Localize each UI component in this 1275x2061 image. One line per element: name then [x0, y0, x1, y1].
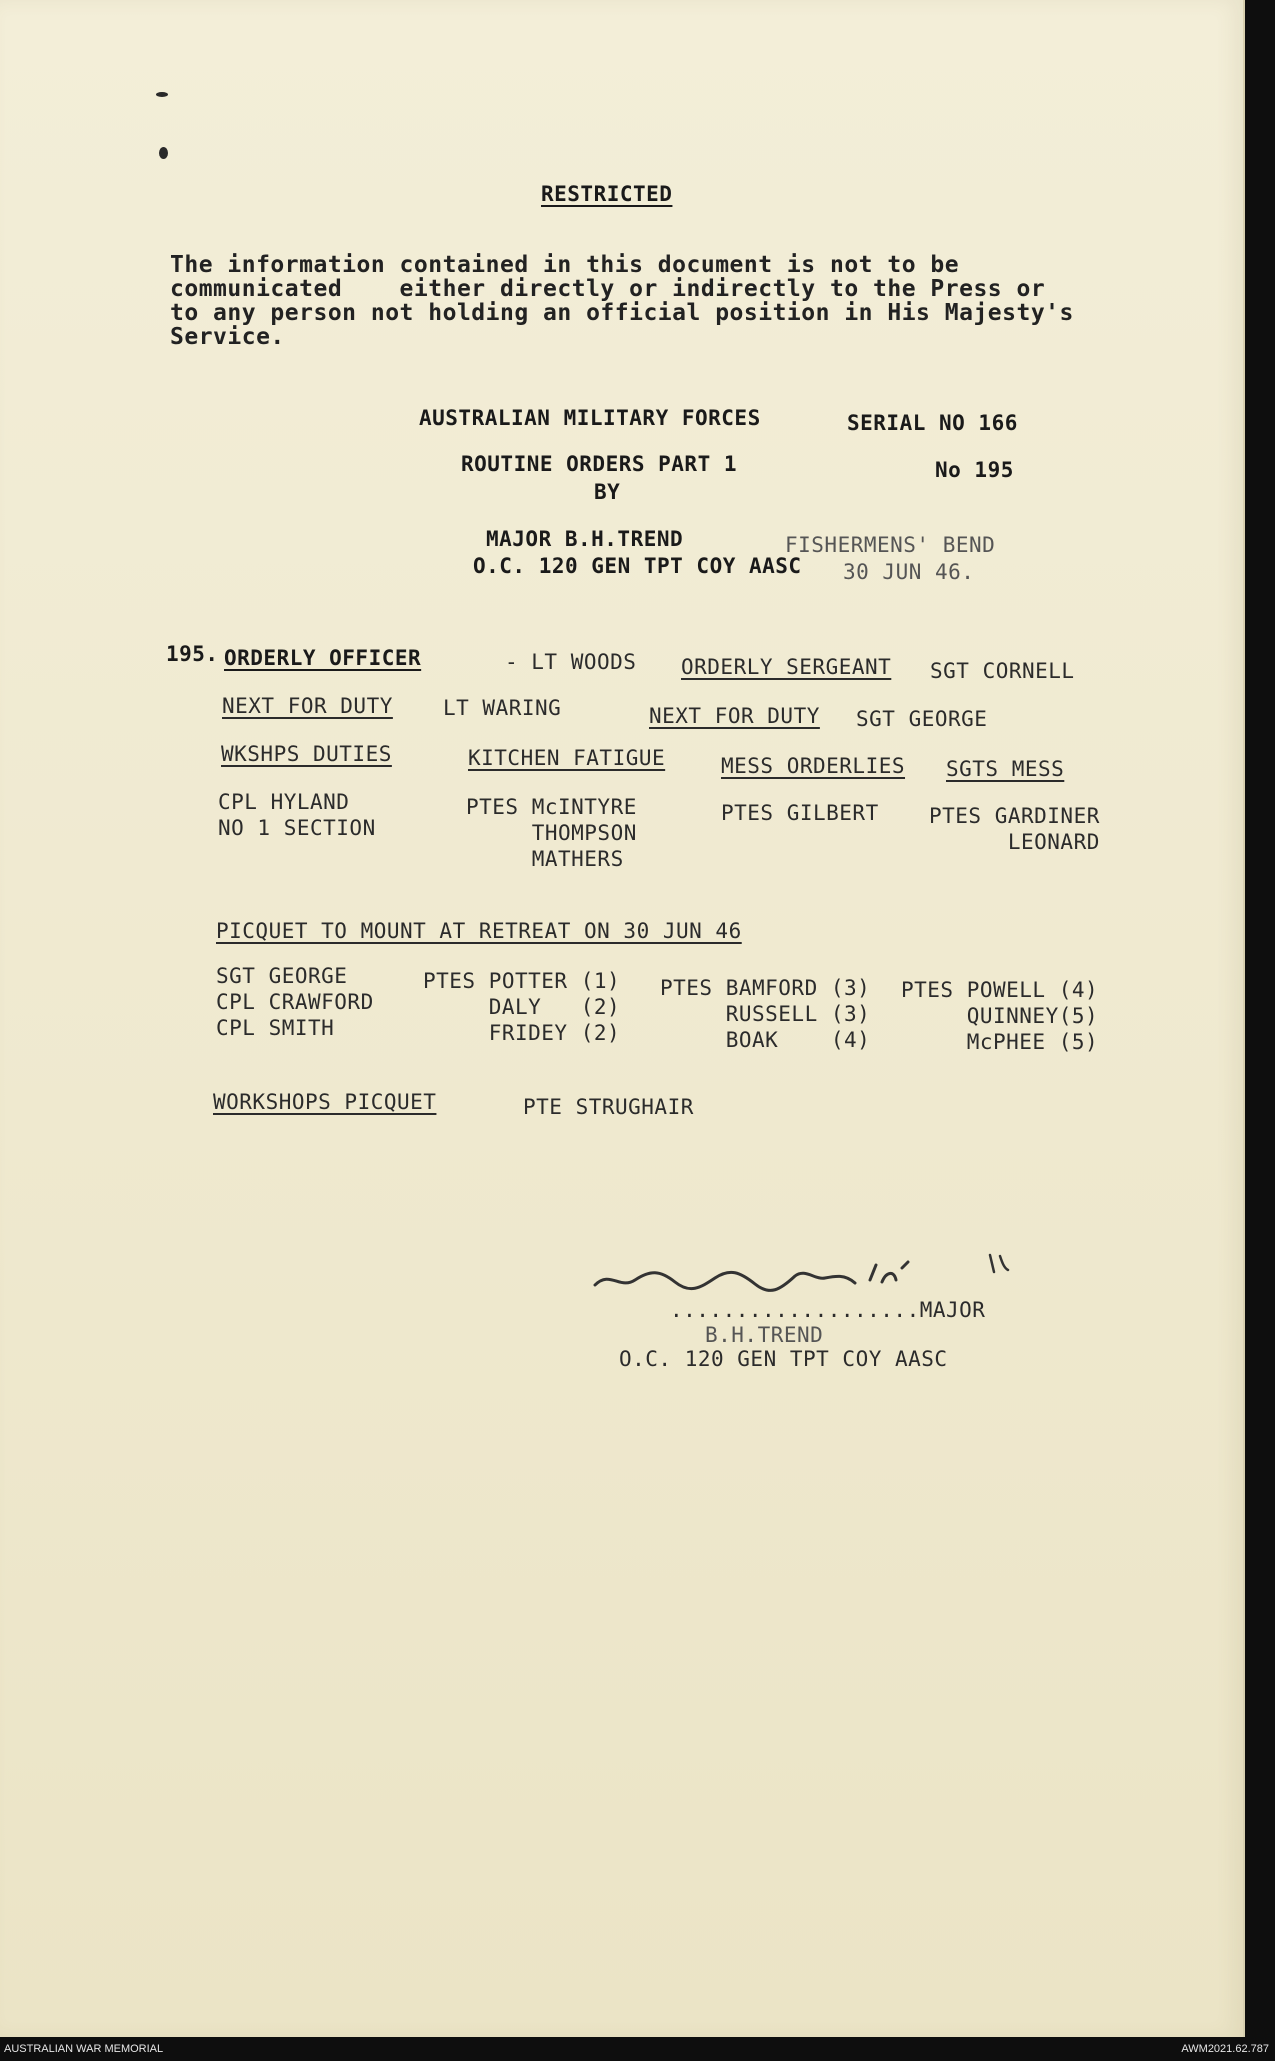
signatory-name: B.H.TREND — [705, 1323, 824, 1347]
picquet-column-4: PTES POWELL (4) QUINNEY(5) McPHEE (5) — [901, 978, 1099, 1054]
signature-dots: ...................MAJOR — [670, 1298, 986, 1322]
archive-name: AUSTRALIAN WAR MEMORIAL — [4, 2043, 164, 2055]
wkshps-duties-names: CPL HYLAND NO 1 SECTION — [218, 790, 376, 840]
mess-orderlies-label: MESS ORDERLIES — [721, 754, 906, 778]
forces-title: AUSTRALIAN MILITARY FORCES — [419, 406, 761, 430]
next-for-duty-sergeant-label: NEXT FOR DUTY — [649, 704, 820, 728]
order-item-number: 195. — [166, 642, 219, 666]
notice-line-3: to any person not holding an official position in His Majesty's — [170, 300, 1074, 326]
serial-number: SERIAL NO 166 — [847, 411, 1018, 435]
punch-hole-mark — [159, 147, 168, 159]
orders-number: No 195 — [935, 458, 1014, 482]
picquet-column-1: SGT GEORGE CPL CRAWFORD CPL SMITH — [216, 964, 374, 1040]
kitchen-fatigue-label: KITCHEN FATIGUE — [468, 746, 666, 770]
notice-line-1: The information contained in this document is not to be — [170, 252, 960, 278]
archive-reference: AWM2021.62.787 — [1181, 2043, 1269, 2055]
workshops-picquet-value: PTE STRUGHAIR — [523, 1095, 694, 1119]
signatory-unit: O.C. 120 GEN TPT COY AASC — [619, 1347, 948, 1371]
officer-name: MAJOR B.H.TREND — [486, 527, 684, 551]
picquet-column-3: PTES BAMFORD (3) RUSSELL (3) BOAK (4) — [660, 976, 871, 1052]
order-date: 30 JUN 46. — [843, 560, 975, 584]
unit-line: O.C. 120 GEN TPT COY AASC — [473, 554, 802, 578]
routine-orders-title: ROUTINE ORDERS PART 1 — [461, 452, 738, 476]
mess-orderlies-names: PTES GILBERT — [721, 801, 879, 825]
orderly-sergeant-value: SGT CORNELL — [930, 659, 1075, 683]
orderly-sergeant-label: ORDERLY SERGEANT — [681, 655, 892, 679]
archive-footer — [0, 2037, 1275, 2061]
location: FISHERMENS' BEND — [785, 533, 996, 557]
notice-line-2: communicated either directly or indirectly to the Press or — [170, 276, 1046, 302]
wkshps-duties-label: WKSHPS DUTIES — [221, 742, 392, 766]
next-for-duty-officer-label: NEXT FOR DUTY — [222, 694, 393, 718]
sgts-mess-label: SGTS MESS — [946, 757, 1065, 781]
punch-hole-mark — [156, 92, 168, 97]
kitchen-fatigue-names: PTES McINTYRE THOMPSON MATHERS — [466, 795, 637, 871]
picquet-column-2: PTES POTTER (1) DALY (2) FRIDEY (2) — [423, 969, 621, 1045]
orderly-officer-label: ORDERLY OFFICER — [224, 646, 422, 670]
picquet-heading: PICQUET TO MOUNT AT RETREAT ON 30 JUN 46 — [216, 919, 742, 943]
next-for-duty-sergeant-value: SGT GEORGE — [856, 707, 988, 731]
orderly-officer-value: - LT WOODS — [505, 650, 637, 674]
restricted-heading: RESTRICTED — [541, 182, 673, 206]
workshops-picquet-label: WORKSHOPS PICQUET — [213, 1090, 437, 1114]
next-for-duty-officer-value: LT WARING — [443, 696, 562, 720]
sgts-mess-names: PTES GARDINER LEONARD — [929, 804, 1100, 854]
by-line: BY — [594, 480, 621, 504]
notice-line-4: Service. — [170, 324, 285, 350]
